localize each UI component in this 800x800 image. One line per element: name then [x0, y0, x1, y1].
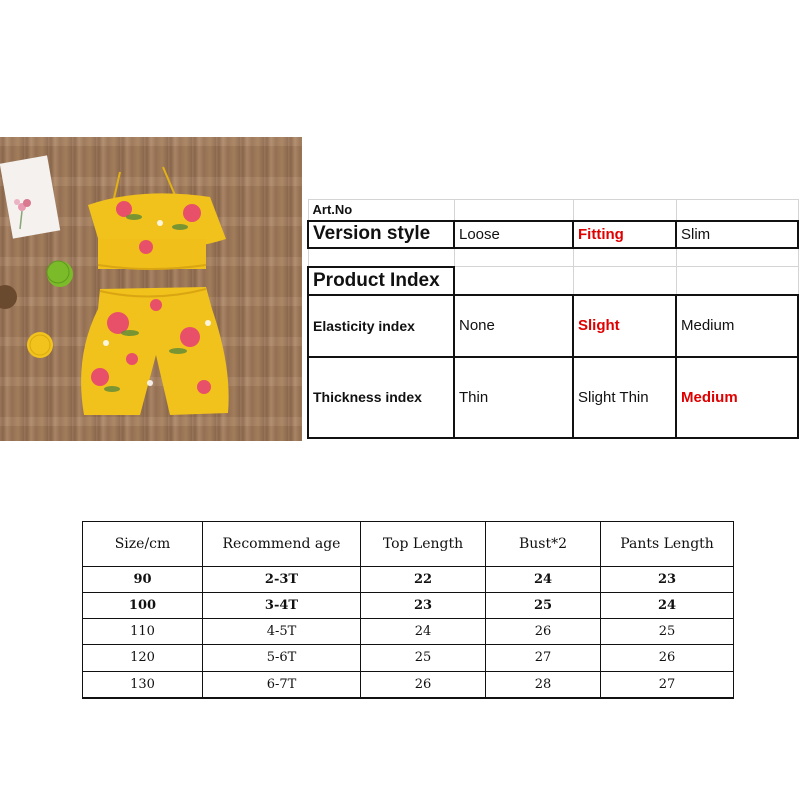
cell-bust: 27 — [486, 645, 601, 671]
elasticity-none: None — [454, 295, 573, 357]
elasticity-medium: Medium — [676, 295, 798, 357]
thickness-medium: Medium — [676, 357, 798, 438]
cell-size: 110 — [83, 619, 203, 645]
version-fitting: Fitting — [573, 221, 676, 248]
spec-table — [307, 199, 797, 439]
cell-size: 120 — [83, 645, 203, 671]
version-style-label: Version style — [308, 221, 454, 248]
header-pants-length: Pants Length — [601, 522, 734, 567]
header-bust: Bust*2 — [486, 522, 601, 567]
cell-top-length: 22 — [361, 567, 486, 593]
outfit-illustration — [0, 137, 302, 441]
product-photo — [0, 137, 302, 441]
cell-bust: 25 — [486, 593, 601, 619]
elasticity-slight: Slight — [573, 295, 676, 357]
version-loose: Loose — [454, 221, 573, 248]
product-index-label: Product Index — [308, 267, 454, 295]
cell-size: 90 — [83, 567, 203, 593]
cell-top-length: 23 — [361, 593, 486, 619]
art-no-label: Art.No — [308, 200, 454, 221]
cell-bust: 28 — [486, 671, 601, 698]
crop-top — [88, 193, 226, 269]
thickness-label: Thickness index — [308, 357, 454, 438]
cell-age: 5-6T — [203, 645, 361, 671]
version-slim: Slim — [676, 221, 798, 248]
cell-age: 3-4T — [203, 593, 361, 619]
table-row — [83, 593, 734, 619]
header-size: Size/cm — [83, 522, 203, 567]
header-top-length: Top Length — [361, 522, 486, 567]
thickness-slight-thin: Slight Thin — [573, 357, 676, 438]
table-row — [83, 645, 734, 671]
cell-bust: 26 — [486, 619, 601, 645]
table-row — [83, 619, 734, 645]
yarn-balls-icon — [0, 261, 73, 358]
cell-pants-length: 27 — [601, 671, 734, 698]
cell-size: 130 — [83, 671, 203, 698]
table-row — [83, 671, 734, 698]
elasticity-label: Elasticity index — [308, 295, 454, 357]
cell-pants-length: 26 — [601, 645, 734, 671]
table-row — [83, 567, 734, 593]
cell-age: 2-3T — [203, 567, 361, 593]
size-chart-table — [82, 521, 733, 699]
thickness-thin: Thin — [454, 357, 573, 438]
cell-pants-length: 23 — [601, 567, 734, 593]
cell-pants-length: 25 — [601, 619, 734, 645]
cell-size: 100 — [83, 593, 203, 619]
header-recommend-age: Recommend age — [203, 522, 361, 567]
cell-bust: 24 — [486, 567, 601, 593]
cell-top-length: 24 — [361, 619, 486, 645]
cell-pants-length: 24 — [601, 593, 734, 619]
cell-age: 4-5T — [203, 619, 361, 645]
cell-age: 6-7T — [203, 671, 361, 698]
cell-top-length: 25 — [361, 645, 486, 671]
postcard-icon — [0, 155, 60, 238]
cell-top-length: 26 — [361, 671, 486, 698]
